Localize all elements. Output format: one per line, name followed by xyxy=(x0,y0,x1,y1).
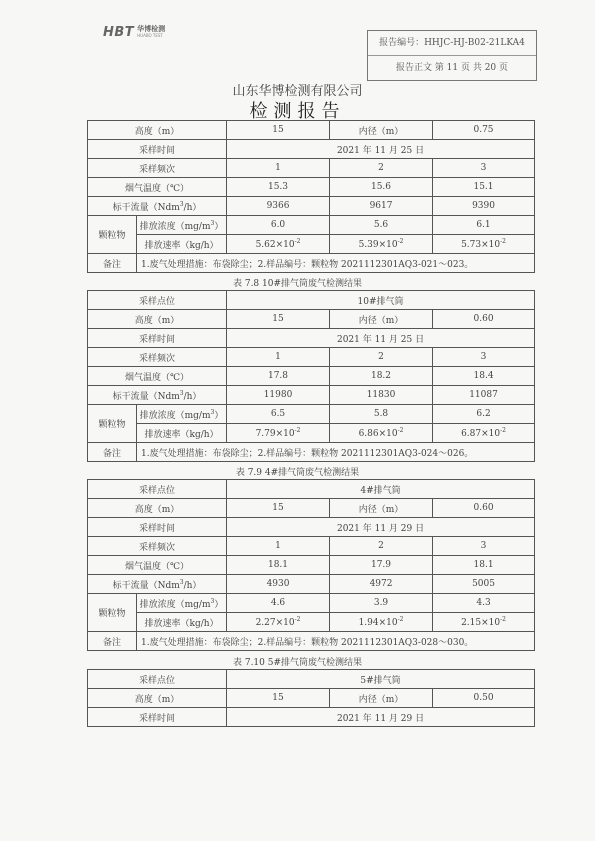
flow-value: 9617 xyxy=(330,197,433,216)
rate-value: $2.27\times 10^{-2}$ xyxy=(227,613,330,632)
table-row xyxy=(88,197,535,216)
emission-table-2 xyxy=(87,290,535,462)
conc-value: 5.6 xyxy=(330,216,433,235)
table-row xyxy=(88,140,535,159)
diameter-value: 0.50 xyxy=(433,689,535,708)
conc-label: 排放浓度$(mg/m^3)$ xyxy=(137,405,227,424)
diameter-value: 0.60 xyxy=(433,310,535,329)
conc-value: 4.6 xyxy=(227,594,330,613)
temp-value: 15.1 xyxy=(433,178,535,197)
note-value: 1.废气处理措施：布袋除尘；2.样品编号：颗粒物 2021112301AQ3-024～026。 xyxy=(137,443,535,462)
time-label: 采样时间 xyxy=(88,329,227,348)
table-row xyxy=(88,386,535,405)
rate-value: $5.39\times 10^{-2}$ xyxy=(330,235,433,254)
note-value: 1.废气处理措施：布袋除尘；2.样品编号：颗粒物 2021112301AQ3-021～023。 xyxy=(137,254,535,273)
table-caption: 表 7.10 5#排气筒废气检测结果 xyxy=(232,658,363,668)
temp-value: 18.4 xyxy=(433,367,535,386)
freq-2: 2 xyxy=(330,537,433,556)
freq-2: 2 xyxy=(330,159,433,178)
height-label: 高度（m） xyxy=(88,121,227,140)
flow-value: 11830 xyxy=(330,386,433,405)
table-row xyxy=(88,424,535,443)
freq-1: 1 xyxy=(227,159,330,178)
logo-cn-text: 华博检测 xyxy=(137,25,166,33)
note-label: 备注 xyxy=(88,632,137,651)
point-label: 采样点位 xyxy=(88,291,227,310)
time-value: 2021 年 11 月 25 日 xyxy=(227,329,535,348)
table-caption: 表 7.8 10#排气筒废气检测结果 xyxy=(232,279,363,289)
table-row xyxy=(88,291,535,310)
table-row xyxy=(88,632,535,651)
note-label: 备注 xyxy=(88,254,137,273)
flow-value: 11087 xyxy=(433,386,535,405)
emission-table-1 xyxy=(87,120,535,273)
pm-label: 颗粒物 xyxy=(88,216,137,254)
rate-value: $5.73\times 10^{-2}$ xyxy=(433,235,535,254)
rate-label: 排放速率（kg/h） xyxy=(137,235,227,254)
conc-value: 3.9 xyxy=(330,594,433,613)
diameter-value: 0.75 xyxy=(433,121,535,140)
temp-label: 烟气温度（℃） xyxy=(88,556,227,575)
height-label: 高度（m） xyxy=(88,499,227,518)
table-row xyxy=(88,518,535,537)
freq-label: 采样频次 xyxy=(88,537,227,556)
rate-value: $7.79\times 10^{-2}$ xyxy=(227,424,330,443)
point-value: 10#排气筒 xyxy=(227,291,535,310)
table-row xyxy=(88,178,535,197)
flow-label: 标干流量（Ndm$^3$/h） xyxy=(88,575,227,594)
diameter-value: 0.60 xyxy=(433,499,535,518)
conc-label: 排放浓度$(mg/m^3)$ xyxy=(137,216,227,235)
flow-value: 5005 xyxy=(433,575,535,594)
conc-label: 排放浓度$(mg/m^3)$ xyxy=(137,594,227,613)
conc-value: 6.5 xyxy=(227,405,330,424)
time-value: 2021 年 11 月 25 日 xyxy=(227,140,535,159)
conc-value: 4.3 xyxy=(433,594,535,613)
table-row xyxy=(88,159,535,178)
flow-value: 9366 xyxy=(227,197,330,216)
table-row xyxy=(88,613,535,632)
note-value: 1.废气处理措施：布袋除尘；2.样品编号：颗粒物 2021112301AQ3-028～030。 xyxy=(137,632,535,651)
logo-mark: HBT xyxy=(103,25,135,40)
table-row xyxy=(88,121,535,140)
height-value: 15 xyxy=(227,121,330,140)
flow-value: 4930 xyxy=(227,575,330,594)
temp-value: 18.1 xyxy=(433,556,535,575)
rate-value: $1.94\times 10^{-2}$ xyxy=(330,613,433,632)
table-row xyxy=(88,670,535,689)
diameter-label: 内径（m） xyxy=(330,689,433,708)
diameter-label: 内径（m） xyxy=(330,499,433,518)
table-row xyxy=(88,367,535,386)
freq-label: 采样频次 xyxy=(88,348,227,367)
rate-value: $6.86\times 10^{-2}$ xyxy=(330,424,433,443)
pm-label: 颗粒物 xyxy=(88,594,137,632)
flow-value: 4972 xyxy=(330,575,433,594)
rate-value: $5.62\times 10^{-2}$ xyxy=(227,235,330,254)
height-value: 15 xyxy=(227,310,330,329)
table-row xyxy=(88,689,535,708)
diameter-label: 内径（m） xyxy=(330,310,433,329)
flow-label: 标干流量（Ndm$^3$/h） xyxy=(88,197,227,216)
freq-3: 3 xyxy=(433,348,535,367)
temp-value: 17.9 xyxy=(330,556,433,575)
time-value: 2021 年 11 月 29 日 xyxy=(227,708,535,727)
conc-value: 6.2 xyxy=(433,405,535,424)
emission-table-3 xyxy=(87,479,535,651)
temp-value: 17.8 xyxy=(227,367,330,386)
report-title: 检测报告 xyxy=(249,101,346,122)
temp-label: 烟气温度（℃） xyxy=(88,178,227,197)
freq-label: 采样频次 xyxy=(88,159,227,178)
temp-value: 18.2 xyxy=(330,367,433,386)
company-logo xyxy=(103,25,165,40)
table-row xyxy=(88,537,535,556)
time-label: 采样时间 xyxy=(88,708,227,727)
table-row xyxy=(88,708,535,727)
logo-en-text: HUABO TEST xyxy=(137,33,163,38)
freq-2: 2 xyxy=(330,348,433,367)
table-row xyxy=(88,575,535,594)
table-row xyxy=(88,556,535,575)
point-label: 采样点位 xyxy=(88,480,227,499)
time-label: 采样时间 xyxy=(88,518,227,537)
table-row xyxy=(88,594,535,613)
page-info: 报告正文 第 11 页 共 20 页 xyxy=(395,63,509,73)
table-row xyxy=(88,480,535,499)
table-row xyxy=(88,254,535,273)
time-value: 2021 年 11 月 29 日 xyxy=(227,518,535,537)
table-row xyxy=(88,348,535,367)
height-label: 高度（m） xyxy=(88,689,227,708)
table-row xyxy=(88,216,535,235)
table-row xyxy=(88,310,535,329)
temp-value: 15.3 xyxy=(227,178,330,197)
freq-1: 1 xyxy=(227,537,330,556)
point-value: 4#排气筒 xyxy=(227,480,535,499)
freq-1: 1 xyxy=(227,348,330,367)
diameter-label: 内径（m） xyxy=(330,121,433,140)
conc-value: 6.0 xyxy=(227,216,330,235)
table-row xyxy=(88,405,535,424)
height-value: 15 xyxy=(227,499,330,518)
conc-value: 5.8 xyxy=(330,405,433,424)
rate-value: $6.87\times 10^{-2}$ xyxy=(433,424,535,443)
table-caption: 表 7.9 4#排气筒废气检测结果 xyxy=(235,468,360,478)
freq-3: 3 xyxy=(433,537,535,556)
height-value: 15 xyxy=(227,689,330,708)
flow-label: 标干流量（Ndm$^3$/h） xyxy=(88,386,227,405)
table-row xyxy=(88,329,535,348)
temp-value: 18.1 xyxy=(227,556,330,575)
rate-label: 排放速率（kg/h） xyxy=(137,613,227,632)
emission-table-4 xyxy=(87,669,535,727)
table-row xyxy=(88,235,535,254)
note-label: 备注 xyxy=(88,443,137,462)
point-label: 采样点位 xyxy=(88,670,227,689)
flow-value: 9390 xyxy=(433,197,535,216)
conc-value: 6.1 xyxy=(433,216,535,235)
pm-label: 颗粒物 xyxy=(88,405,137,443)
point-value: 5#排气筒 xyxy=(227,670,535,689)
company-name: 山东华博检测有限公司 xyxy=(232,84,363,99)
report-number: 报告编号：HHJC-HJ-B02-21LKA4 xyxy=(368,31,536,56)
rate-value: $2.15\times 10^{-2}$ xyxy=(433,613,535,632)
freq-3: 3 xyxy=(433,159,535,178)
report-info-box xyxy=(367,30,537,81)
table-row xyxy=(88,443,535,462)
height-label: 高度（m） xyxy=(88,310,227,329)
time-label: 采样时间 xyxy=(88,140,227,159)
rate-label: 排放速率（kg/h） xyxy=(137,424,227,443)
flow-value: 11980 xyxy=(227,386,330,405)
temp-value: 15.6 xyxy=(330,178,433,197)
table-row xyxy=(88,499,535,518)
temp-label: 烟气温度（℃） xyxy=(88,367,227,386)
